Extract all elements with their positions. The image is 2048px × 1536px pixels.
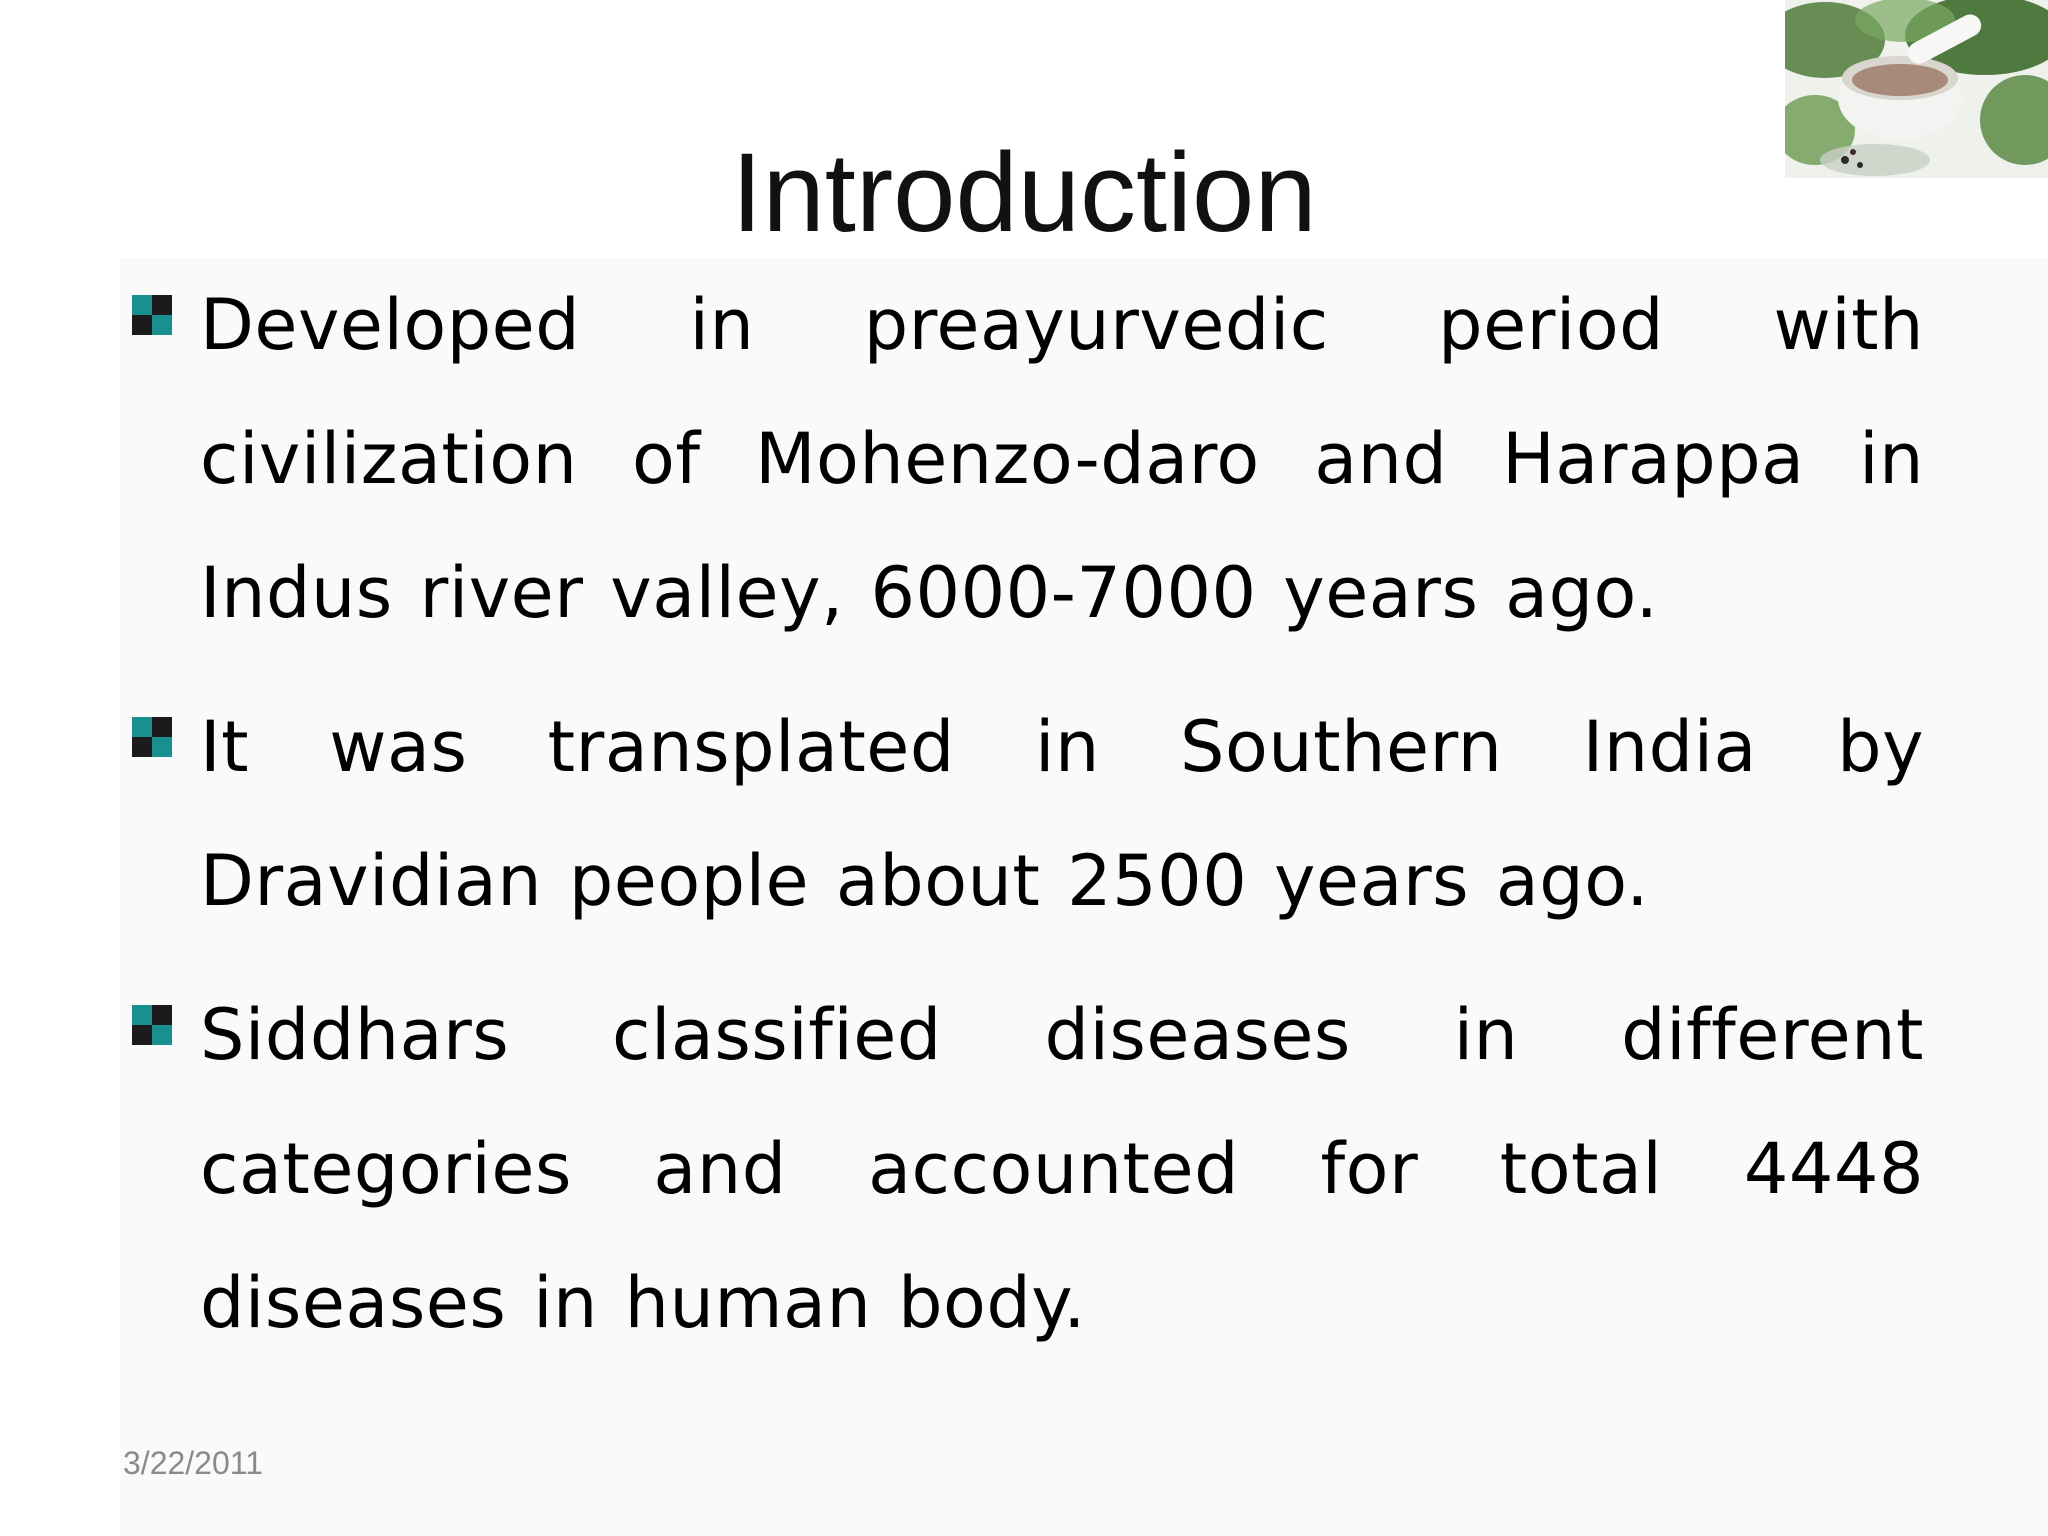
slide-date: 3/22/2011 xyxy=(123,1445,263,1481)
square-bullet-icon xyxy=(132,717,172,757)
square-bullet-icon xyxy=(132,1005,172,1045)
bullet-list xyxy=(200,258,1924,1390)
bullet-item xyxy=(200,968,1924,1370)
bullet-item xyxy=(200,258,1924,660)
bullet-text: Siddhars classified diseases in different categories and accounted for total 4448 diseases in human body. xyxy=(200,994,1924,1344)
bullet-text: Developed in preayurvedic period with civilization of Mohenzo-daro and Harappa in Indus river valley, 6000-7000 years ago. xyxy=(200,284,1924,634)
bullet-item xyxy=(200,680,1924,948)
square-bullet-icon xyxy=(132,295,172,335)
slide-title: Introduction xyxy=(731,130,1317,255)
bullet-text: It was transplated in Southern India by Dravidian people about 2500 years ago. xyxy=(200,706,1924,922)
